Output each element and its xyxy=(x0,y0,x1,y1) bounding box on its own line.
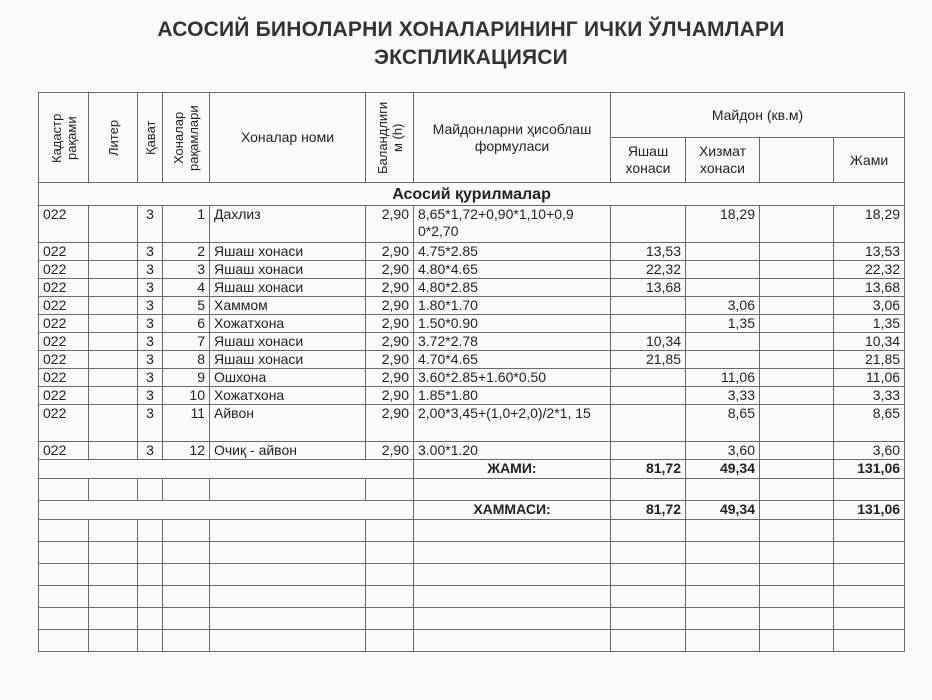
cell-cadastre: 022 xyxy=(39,206,89,243)
cell-liter xyxy=(89,315,138,333)
cell-height: 2,90 xyxy=(366,279,414,297)
cell-liter xyxy=(89,333,138,351)
cell-room-number: 1 xyxy=(163,206,210,243)
cell-living xyxy=(611,369,686,387)
cell-total: 18,29 xyxy=(834,206,905,243)
cell-room-name: Хаммом xyxy=(210,297,366,315)
cell-living xyxy=(611,297,686,315)
empty-cell xyxy=(89,608,138,630)
empty-cell xyxy=(163,564,210,586)
total-row-spacer xyxy=(39,460,414,479)
empty-cell xyxy=(210,564,366,586)
empty-cell xyxy=(138,586,163,608)
empty-cell xyxy=(686,630,760,652)
total-sum: 131,06 xyxy=(834,501,905,520)
cell-cadastre: 022 xyxy=(39,315,89,333)
cell-blank xyxy=(760,333,834,351)
cell-living xyxy=(611,315,686,333)
empty-cell xyxy=(686,586,760,608)
cell-room-name: Хожатхона xyxy=(210,387,366,405)
cell-service: 3,33 xyxy=(686,387,760,405)
cell-room-number: 9 xyxy=(163,369,210,387)
cell-room-number: 5 xyxy=(163,297,210,315)
header-room-name: Хоналар номи xyxy=(210,93,366,183)
subtotal-row xyxy=(39,460,905,479)
cell-room-name: Яшаш хонаси xyxy=(210,243,366,261)
empty-cell xyxy=(138,630,163,652)
total-sum: 131,06 xyxy=(834,460,905,479)
empty-cell xyxy=(89,586,138,608)
cell-living: 22,32 xyxy=(611,261,686,279)
cell-height: 2,90 xyxy=(366,261,414,279)
cell-room-number: 8 xyxy=(163,351,210,369)
empty-row xyxy=(39,564,905,586)
cell-blank xyxy=(760,243,834,261)
cell-room-name: Дахлиз xyxy=(210,206,366,243)
table-row xyxy=(39,405,905,442)
cell-floor: 3 xyxy=(138,405,163,442)
cell-service: 1,35 xyxy=(686,315,760,333)
cell-cadastre: 022 xyxy=(39,442,89,460)
empty-cell xyxy=(210,479,366,501)
cell-blank xyxy=(760,405,834,442)
header-blank xyxy=(760,138,834,183)
empty-cell xyxy=(686,564,760,586)
total-service: 49,34 xyxy=(686,501,760,520)
cell-living: 13,53 xyxy=(611,243,686,261)
cell-floor: 3 xyxy=(138,297,163,315)
empty-cell xyxy=(686,479,760,501)
cell-liter xyxy=(89,387,138,405)
table-row xyxy=(39,279,905,297)
cell-height: 2,90 xyxy=(366,442,414,460)
cell-formula: 1.85*1.80 xyxy=(414,387,611,405)
empty-cell xyxy=(163,608,210,630)
empty-cell xyxy=(834,542,905,564)
empty-cell xyxy=(414,520,611,542)
empty-cell xyxy=(611,608,686,630)
cell-blank xyxy=(760,261,834,279)
cell-living xyxy=(611,442,686,460)
cell-formula: 8,65*1,72+0,90*1,10+0,9 0*2,70 xyxy=(414,206,611,243)
cell-cadastre: 022 xyxy=(39,261,89,279)
cell-total: 21,85 xyxy=(834,351,905,369)
empty-cell xyxy=(760,630,834,652)
cell-floor: 3 xyxy=(138,261,163,279)
cell-formula: 3.00*1.20 xyxy=(414,442,611,460)
cell-blank xyxy=(760,351,834,369)
total-service: 49,34 xyxy=(686,460,760,479)
cell-blank xyxy=(760,206,834,243)
table-row xyxy=(39,333,905,351)
table-row xyxy=(39,206,905,243)
empty-cell xyxy=(686,542,760,564)
cell-living: 21,85 xyxy=(611,351,686,369)
cell-height: 2,90 xyxy=(366,333,414,351)
empty-cell xyxy=(834,608,905,630)
cell-cadastre: 022 xyxy=(39,351,89,369)
total-living: 81,72 xyxy=(611,501,686,520)
cell-floor: 3 xyxy=(138,387,163,405)
header-cadastre: Кадастр рақами xyxy=(39,93,89,183)
cell-formula: 3.60*2.85+1.60*0.50 xyxy=(414,369,611,387)
cell-room-name: Яшаш хонаси xyxy=(210,261,366,279)
empty-cell xyxy=(414,542,611,564)
cell-formula: 1.50*0.90 xyxy=(414,315,611,333)
cell-cadastre: 022 xyxy=(39,387,89,405)
cell-room-number: 2 xyxy=(163,243,210,261)
empty-cell xyxy=(163,630,210,652)
cell-service xyxy=(686,351,760,369)
empty-cell xyxy=(366,630,414,652)
table-row xyxy=(39,297,905,315)
cell-cadastre: 022 xyxy=(39,297,89,315)
cell-living: 10,34 xyxy=(611,333,686,351)
empty-row xyxy=(39,608,905,630)
empty-cell xyxy=(138,608,163,630)
cell-total: 13,68 xyxy=(834,279,905,297)
cell-liter xyxy=(89,206,138,243)
cell-formula: 1.80*1.70 xyxy=(414,297,611,315)
cell-room-name: Яшаш хонаси xyxy=(210,333,366,351)
total-row-spacer xyxy=(39,501,414,520)
empty-cell xyxy=(611,520,686,542)
empty-cell xyxy=(414,564,611,586)
cell-cadastre: 022 xyxy=(39,279,89,297)
cell-room-number: 12 xyxy=(163,442,210,460)
empty-cell xyxy=(366,479,414,501)
cell-height: 2,90 xyxy=(366,297,414,315)
cell-room-name: Яшаш хонаси xyxy=(210,351,366,369)
empty-cell xyxy=(89,564,138,586)
cell-service: 11,06 xyxy=(686,369,760,387)
cell-height: 2,90 xyxy=(366,351,414,369)
empty-cell xyxy=(163,542,210,564)
empty-cell xyxy=(366,586,414,608)
cell-total: 22,32 xyxy=(834,261,905,279)
cell-height: 2,90 xyxy=(366,243,414,261)
empty-cell xyxy=(366,542,414,564)
cell-cadastre: 022 xyxy=(39,333,89,351)
empty-cell xyxy=(760,520,834,542)
empty-cell xyxy=(138,564,163,586)
header-floor: Қават xyxy=(138,93,163,183)
cell-service: 3,06 xyxy=(686,297,760,315)
header-area: Майдон (кв.м) xyxy=(611,93,905,138)
empty-cell xyxy=(210,520,366,542)
cell-formula: 4.80*2.85 xyxy=(414,279,611,297)
empty-cell xyxy=(611,564,686,586)
cell-service xyxy=(686,279,760,297)
header-formula: Майдонларни ҳисоблаш формуласи xyxy=(414,93,611,183)
empty-cell xyxy=(89,520,138,542)
cell-floor: 3 xyxy=(138,279,163,297)
total-living: 81,72 xyxy=(611,460,686,479)
empty-cell xyxy=(89,542,138,564)
cell-total: 3,60 xyxy=(834,442,905,460)
table-row xyxy=(39,243,905,261)
table-row xyxy=(39,369,905,387)
empty-cell xyxy=(366,520,414,542)
total-blank xyxy=(760,501,834,520)
cell-liter xyxy=(89,279,138,297)
cell-service: 3,60 xyxy=(686,442,760,460)
empty-cell xyxy=(414,608,611,630)
empty-row xyxy=(39,542,905,564)
cell-liter xyxy=(89,351,138,369)
cell-liter xyxy=(89,442,138,460)
empty-cell xyxy=(834,564,905,586)
empty-cell xyxy=(138,542,163,564)
cell-room-name: Хожатхона xyxy=(210,315,366,333)
cell-height: 2,90 xyxy=(366,387,414,405)
cell-blank xyxy=(760,369,834,387)
empty-cell xyxy=(210,630,366,652)
header-total: Жами xyxy=(834,138,905,183)
empty-cell xyxy=(163,520,210,542)
empty-cell xyxy=(89,630,138,652)
empty-cell xyxy=(39,608,89,630)
empty-cell xyxy=(611,630,686,652)
cell-service xyxy=(686,243,760,261)
cell-room-number: 11 xyxy=(163,405,210,442)
cell-floor: 3 xyxy=(138,315,163,333)
header-service: Хизмат хонаси xyxy=(686,138,760,183)
empty-cell xyxy=(611,542,686,564)
empty-cell xyxy=(834,479,905,501)
cell-service: 8,65 xyxy=(686,405,760,442)
table-row xyxy=(39,351,905,369)
cell-blank xyxy=(760,387,834,405)
empty-cell xyxy=(366,608,414,630)
empty-cell xyxy=(611,479,686,501)
cell-cadastre: 022 xyxy=(39,369,89,387)
cell-room-name: Ошхона xyxy=(210,369,366,387)
empty-cell xyxy=(39,542,89,564)
cell-formula: 2,00*3,45+(1,0+2,0)/2*1, 15 xyxy=(414,405,611,442)
cell-total: 8,65 xyxy=(834,405,905,442)
empty-cell xyxy=(760,542,834,564)
cell-formula: 3.72*2.78 xyxy=(414,333,611,351)
cell-room-number: 6 xyxy=(163,315,210,333)
cell-room-number: 10 xyxy=(163,387,210,405)
header-liter: Литер xyxy=(89,93,138,183)
cell-cadastre: 022 xyxy=(39,243,89,261)
cell-room-number: 4 xyxy=(163,279,210,297)
empty-cell xyxy=(89,479,138,501)
empty-cell xyxy=(686,608,760,630)
empty-cell xyxy=(366,564,414,586)
cell-blank xyxy=(760,442,834,460)
empty-cell xyxy=(39,586,89,608)
cell-living xyxy=(611,387,686,405)
empty-cell xyxy=(39,564,89,586)
empty-row xyxy=(39,586,905,608)
cell-liter xyxy=(89,243,138,261)
empty-cell xyxy=(686,520,760,542)
empty-cell xyxy=(760,586,834,608)
empty-row xyxy=(39,520,905,542)
cell-room-name: Айвон xyxy=(210,405,366,442)
empty-cell xyxy=(210,542,366,564)
table-row xyxy=(39,261,905,279)
cell-formula: 4.70*4.65 xyxy=(414,351,611,369)
cell-room-number: 3 xyxy=(163,261,210,279)
cell-service xyxy=(686,261,760,279)
document-title-line1: АСОСИЙ БИНОЛАРНИ ХОНАЛАРИНИНГ ИЧКИ ЎЛЧАМЛАРИ xyxy=(157,18,785,41)
cell-total: 11,06 xyxy=(834,369,905,387)
cell-floor: 3 xyxy=(138,333,163,351)
header-living: Яшаш хонаси xyxy=(611,138,686,183)
empty-cell xyxy=(138,520,163,542)
empty-cell xyxy=(834,630,905,652)
empty-cell xyxy=(760,564,834,586)
empty-cell xyxy=(138,479,163,501)
empty-cell xyxy=(163,479,210,501)
document-title-line2: ЭКСПЛИКАЦИЯСИ xyxy=(374,46,568,69)
cell-room-number: 7 xyxy=(163,333,210,351)
cell-formula: 4.80*4.65 xyxy=(414,261,611,279)
grand-total-row xyxy=(39,501,905,520)
cell-floor: 3 xyxy=(138,243,163,261)
empty-cell xyxy=(760,479,834,501)
cell-height: 2,90 xyxy=(366,206,414,243)
section-title: Асосий қурилмалар xyxy=(39,183,905,206)
cell-floor: 3 xyxy=(138,369,163,387)
cell-floor: 3 xyxy=(138,351,163,369)
cell-blank xyxy=(760,297,834,315)
cell-total: 3,33 xyxy=(834,387,905,405)
cell-total: 13,53 xyxy=(834,243,905,261)
empty-cell xyxy=(163,586,210,608)
empty-cell xyxy=(39,630,89,652)
empty-cell xyxy=(210,586,366,608)
cell-formula: 4.75*2.85 xyxy=(414,243,611,261)
cell-height: 2,90 xyxy=(366,405,414,442)
cell-total: 10,34 xyxy=(834,333,905,351)
empty-row xyxy=(39,479,905,501)
empty-cell xyxy=(210,608,366,630)
cell-service xyxy=(686,333,760,351)
empty-cell xyxy=(611,586,686,608)
cell-liter xyxy=(89,261,138,279)
cell-cadastre: 022 xyxy=(39,405,89,442)
empty-cell xyxy=(834,586,905,608)
cell-liter xyxy=(89,405,138,442)
cell-blank xyxy=(760,279,834,297)
cell-floor: 3 xyxy=(138,442,163,460)
header-room-numbers: Хоналар рақамлари xyxy=(163,93,210,183)
table-row xyxy=(39,387,905,405)
cell-room-name: Яшаш хонаси xyxy=(210,279,366,297)
explication-table xyxy=(38,92,905,652)
cell-blank xyxy=(760,315,834,333)
cell-living xyxy=(611,405,686,442)
empty-cell xyxy=(760,608,834,630)
cell-total: 3,06 xyxy=(834,297,905,315)
cell-living xyxy=(611,206,686,243)
empty-cell xyxy=(414,630,611,652)
total-blank xyxy=(760,460,834,479)
cell-height: 2,90 xyxy=(366,315,414,333)
empty-cell xyxy=(414,586,611,608)
total-label: ХАММАСИ: xyxy=(414,501,611,520)
cell-room-name: Очиқ - айвон xyxy=(210,442,366,460)
empty-cell xyxy=(414,479,611,501)
cell-liter xyxy=(89,369,138,387)
table-row xyxy=(39,442,905,460)
empty-cell xyxy=(834,520,905,542)
header-height: Баландлиги м (h) xyxy=(366,93,414,183)
cell-service: 18,29 xyxy=(686,206,760,243)
total-label: ЖАМИ: xyxy=(414,460,611,479)
cell-total: 1,35 xyxy=(834,315,905,333)
cell-floor: 3 xyxy=(138,206,163,243)
empty-cell xyxy=(39,520,89,542)
cell-living: 13,68 xyxy=(611,279,686,297)
table-row xyxy=(39,315,905,333)
empty-row xyxy=(39,630,905,652)
cell-height: 2,90 xyxy=(366,369,414,387)
cell-liter xyxy=(89,297,138,315)
empty-cell xyxy=(39,479,89,501)
